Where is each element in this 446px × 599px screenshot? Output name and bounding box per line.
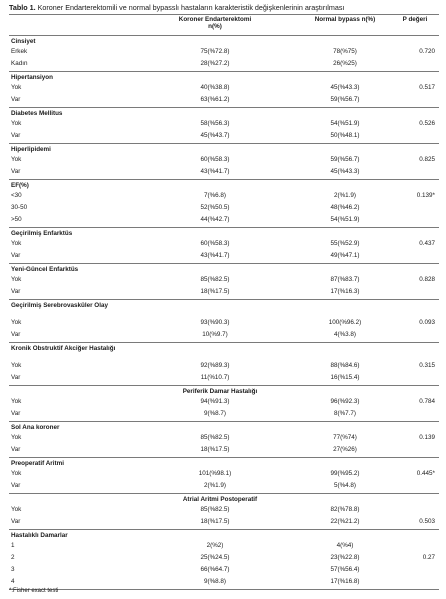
row-label: Yok <box>11 84 22 91</box>
cell-normal-bypass: 50(%48.1) <box>330 132 360 139</box>
row-label: Yok <box>11 156 22 163</box>
row-label: Yok <box>11 506 22 513</box>
row-label: Yok <box>11 434 22 441</box>
row-label: <30 <box>11 192 22 199</box>
cell-koroner: 9(%8.7) <box>203 410 227 417</box>
cell-koroner: 44(%42.7) <box>200 216 230 223</box>
group-title: Diabetes Mellitus <box>11 110 63 117</box>
cell-normal-bypass: 16(%15.4) <box>330 374 360 381</box>
row-label: Var <box>11 446 21 453</box>
cell-normal-bypass: 59(%56.7) <box>330 96 360 103</box>
cell-koroner: 58(%56.3) <box>200 120 230 127</box>
group-rule <box>9 421 439 422</box>
row-label: Var <box>11 132 21 139</box>
cell-koroner: 40(%38.8) <box>200 84 230 91</box>
cell-normal-bypass: 48(%46.2) <box>330 204 360 211</box>
row-label: Var <box>11 288 21 295</box>
group-title: Kronik Obstruktif Akciğer Hastalığı <box>11 345 116 352</box>
group-rule <box>9 299 439 300</box>
group-rule <box>9 529 439 530</box>
row-label: Kadın <box>11 60 28 67</box>
cell-koroner: 7(%6.8) <box>203 192 227 199</box>
cell-p-value: 0.828 <box>419 276 435 283</box>
cell-koroner: 18(%17.5) <box>200 288 230 295</box>
cell-normal-bypass: 45(%43.3) <box>330 168 360 175</box>
cell-normal-bypass: 54(%51.9) <box>330 120 360 127</box>
cell-normal-bypass: 8(%7.7) <box>333 410 357 417</box>
row-label: Var <box>11 518 21 525</box>
cell-normal-bypass: 2(%1.9) <box>333 192 357 199</box>
cell-p-value: 0.526 <box>419 120 435 127</box>
row-label: Yok <box>11 240 22 247</box>
cell-koroner: 45(%43.7) <box>200 132 230 139</box>
cell-p-value: 0.093 <box>419 319 435 326</box>
group-title: Yeni-Güncel Enfarktüs <box>11 266 79 273</box>
group-rule <box>9 263 439 264</box>
cell-koroner: 18(%17.5) <box>200 518 230 525</box>
cell-koroner: 85(%82.5) <box>200 434 230 441</box>
cell-koroner: 66(%64.7) <box>200 566 230 573</box>
cell-normal-bypass: 22(%21.2) <box>330 518 360 525</box>
row-label: 30-50 <box>11 204 28 211</box>
row-label: Yok <box>11 319 22 326</box>
cell-p-value: 0.139* <box>416 192 435 199</box>
cell-normal-bypass: 57(%56.4) <box>330 566 360 573</box>
cell-koroner: 85(%82.5) <box>200 276 230 283</box>
group-rule <box>9 457 439 458</box>
row-label: 4 <box>11 578 15 585</box>
cell-p-value: 0.437 <box>419 240 435 247</box>
group-title: Geçirilmiş Enfarktüs <box>11 230 73 237</box>
cell-normal-bypass: 27(%26) <box>333 446 357 453</box>
cell-p-value: 0.139 <box>419 434 435 441</box>
cell-koroner: 43(%41.7) <box>200 168 230 175</box>
cell-koroner: 2(%1.9) <box>203 482 227 489</box>
header-koroner: Koroner Endarterektomi n(%) <box>178 16 252 30</box>
cell-p-value: 0.315 <box>419 362 435 369</box>
cell-normal-bypass: 45(%43.3) <box>330 84 360 91</box>
row-label: Yok <box>11 398 22 405</box>
cell-normal-bypass: 55(%52.9) <box>330 240 360 247</box>
cell-normal-bypass: 87(%83.7) <box>330 276 360 283</box>
cell-koroner: 10(%9.7) <box>202 331 228 338</box>
caption-label: Tablo 1. <box>9 3 36 12</box>
cell-koroner: 2(%2) <box>206 542 224 549</box>
table-caption <box>9 3 439 12</box>
group-rule <box>9 143 439 144</box>
cell-koroner: 28(%27.2) <box>200 60 230 67</box>
cell-koroner: 75(%72.8) <box>200 48 230 55</box>
row-label: 2 <box>11 554 15 561</box>
row-label: >50 <box>11 216 22 223</box>
cell-normal-bypass: 77(%74) <box>333 434 357 441</box>
cell-koroner: 94(%91.3) <box>200 398 230 405</box>
cell-p-value: 0.720 <box>419 48 435 55</box>
cell-p-value: 0.27 <box>422 554 435 561</box>
table-footnote: *:Fisher exact testi <box>9 588 59 594</box>
cell-normal-bypass: 88(%84.6) <box>330 362 360 369</box>
group-title: Hastalıklı Damarlar <box>11 532 68 539</box>
row-label: 1 <box>11 542 15 549</box>
row-label: Var <box>11 331 21 338</box>
row-label: Erkek <box>11 48 28 55</box>
cell-normal-bypass: 5(%4.8) <box>333 482 357 489</box>
cell-koroner: 11(%10.7) <box>200 374 230 381</box>
cell-koroner: 92(%89.3) <box>200 362 230 369</box>
group-title: Cinsiyet <box>11 38 36 45</box>
cell-normal-bypass: 4(%4) <box>336 542 354 549</box>
table-bottom-rule <box>9 589 439 590</box>
cell-p-value: 0.445* <box>416 470 435 477</box>
row-label: Yok <box>11 120 22 127</box>
cell-koroner: 63(%61.2) <box>200 96 230 103</box>
cell-koroner: 18(%17.5) <box>200 446 230 453</box>
group-title: Preoperatif Aritmi <box>11 460 64 467</box>
cell-normal-bypass: 4(%3.8) <box>333 331 357 338</box>
cell-koroner: 101(%98.1) <box>198 470 232 477</box>
group-rule <box>9 35 439 36</box>
cell-normal-bypass: 78(%75) <box>333 48 357 55</box>
group-rule <box>9 342 439 343</box>
cell-koroner: 60(%58.3) <box>200 240 230 247</box>
group-rule <box>9 107 439 108</box>
row-label: Var <box>11 410 21 417</box>
cell-normal-bypass: 49(%47.1) <box>330 252 360 259</box>
header-p-value: P değeri <box>402 16 428 23</box>
cell-koroner: 9(%8.8) <box>203 578 227 585</box>
cell-koroner: 60(%58.3) <box>200 156 230 163</box>
row-label: Var <box>11 374 21 381</box>
group-rule <box>9 493 439 494</box>
row-label: Var <box>11 252 21 259</box>
group-title: Hiperlipidemi <box>11 146 51 153</box>
group-rule <box>9 71 439 72</box>
group-rule <box>9 385 439 386</box>
cell-normal-bypass: 54(%51.9) <box>330 216 360 223</box>
cell-koroner: 93(%90.3) <box>200 319 230 326</box>
characteristics-table <box>9 14 439 590</box>
header-normal-bypass: Normal bypass n(%) <box>314 16 376 23</box>
group-title: Hipertansiyon <box>11 74 53 81</box>
cell-normal-bypass: 82(%78.8) <box>330 506 360 513</box>
cell-koroner: 43(%41.7) <box>200 252 230 259</box>
cell-p-value: 0.517 <box>419 84 435 91</box>
cell-koroner: 85(%82.5) <box>200 506 230 513</box>
cell-koroner: 25(%24.5) <box>200 554 230 561</box>
row-label: Yok <box>11 276 22 283</box>
cell-koroner: 52(%50.5) <box>200 204 230 211</box>
row-label: 3 <box>11 566 15 573</box>
cell-p-value: 0.825 <box>419 156 435 163</box>
cell-normal-bypass: 96(%92.3) <box>330 398 360 405</box>
cell-normal-bypass: 26(%25) <box>333 60 357 67</box>
cell-normal-bypass: 99(%95.2) <box>330 470 360 477</box>
row-label: Var <box>11 482 21 489</box>
cell-normal-bypass: 100(%96.2) <box>328 319 362 326</box>
row-label: Yok <box>11 362 22 369</box>
group-rule <box>9 227 439 228</box>
group-title: Geçirilmiş Serebrovasküler Olay <box>11 302 108 309</box>
table-top-rule <box>9 14 439 15</box>
caption-text: Koroner Endarterektomili ve normal bypasslı hastaların karakteristik değişkenlerinin araştırılması <box>35 3 345 12</box>
row-label: Yok <box>11 470 22 477</box>
group-title: EF(%) <box>11 182 29 189</box>
cell-normal-bypass: 17(%16.8) <box>330 578 360 585</box>
group-title: Atrial Aritmi Postoperatif <box>182 496 258 503</box>
cell-p-value: 0.784 <box>419 398 435 405</box>
cell-normal-bypass: 17(%16.3) <box>330 288 360 295</box>
cell-p-value: 0.503 <box>419 518 435 525</box>
group-title: Periferik Damar Hastalığı <box>182 388 258 395</box>
row-label: Var <box>11 96 21 103</box>
cell-normal-bypass: 59(%56.7) <box>330 156 360 163</box>
group-title: Sol Ana koroner <box>11 424 60 431</box>
group-rule <box>9 179 439 180</box>
cell-normal-bypass: 23(%22.8) <box>330 554 360 561</box>
row-label: Var <box>11 168 21 175</box>
